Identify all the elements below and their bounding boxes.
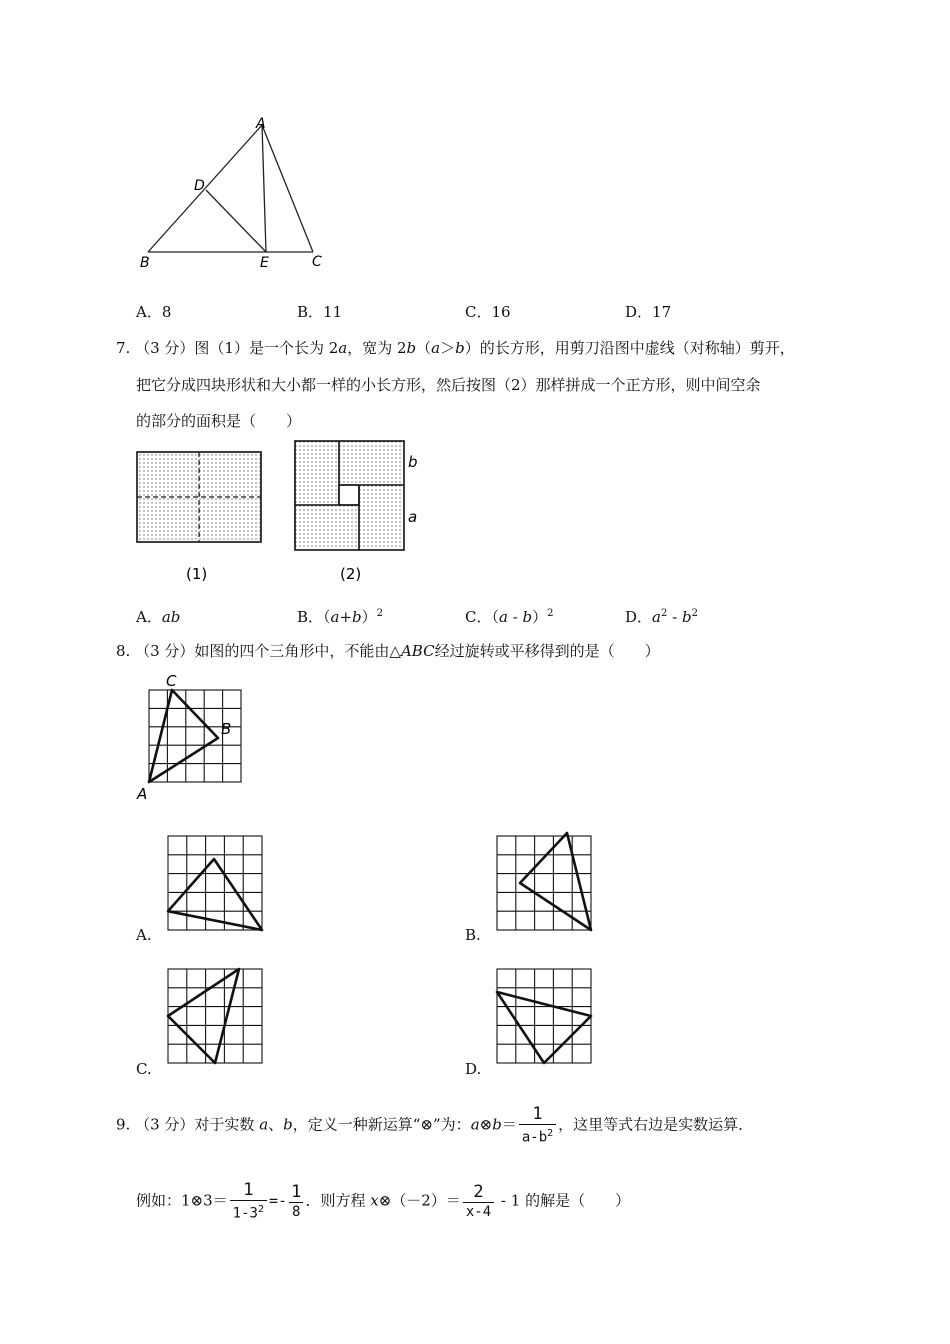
q9-equation-fraction: $\frac{2}{x-4}$ (463, 1182, 494, 1221)
ref-label-a: A (137, 785, 148, 802)
q8-option-a-label[interactable]: A. (136, 926, 152, 944)
q6-option-d[interactable]: D．17 (625, 303, 672, 321)
q9-example-fraction-1: $\frac{1}{1-3^2}$ (230, 1180, 267, 1223)
q7-fig2-label-b: b (408, 453, 418, 471)
label-c: C (312, 254, 322, 270)
q8-stem: 8. （3 分）如图的四个三角形中，不能由△ABC经过旋转或平移得到的是（ ） (116, 642, 660, 660)
q8-option-d-triangle (497, 992, 591, 1063)
q9-score: （3 分） (135, 1115, 195, 1134)
label-d: D (194, 178, 205, 194)
q9-definition-fraction: $\frac{1}{a-b^2}$ (519, 1104, 556, 1147)
q7-fig1-caption: (1) (186, 565, 208, 583)
q8-option-c-triangle (168, 969, 239, 1063)
q7-option-c[interactable]: C．（a - b）$^2$ (465, 608, 554, 626)
q8-option-b-triangle (520, 833, 591, 930)
q8-reference-grid (134, 670, 254, 802)
q7-fig2-hole (339, 485, 359, 505)
q7-line-3: 的部分的面积是（ ） (136, 412, 302, 430)
q8-number: 8. (116, 642, 131, 660)
q9-line-1: 9. （3 分）对于实数 a、b，定义一种新运算“⊗”为：a⊗b＝ $\frac{1}{a-b^2}$ ，这里等式右边是实数运算． (116, 1104, 754, 1146)
q7-option-a[interactable]: A．ab (136, 608, 181, 626)
label-b: B (140, 255, 150, 271)
label-e: E (260, 255, 269, 271)
q7-line-2: 把它分成四块形状和大小都一样的小长方形，然后按图（2）那样拼成一个正方形，则中间空余 (136, 376, 761, 394)
q8-option-a-triangle (168, 859, 262, 930)
q7-number: 7. (116, 339, 131, 357)
ref-label-c: C (166, 672, 177, 690)
q6-option-b[interactable]: B．11 (297, 303, 343, 321)
q8-option-a-grid[interactable] (165, 833, 265, 933)
q9-line-2: 例如：1⊗3＝ $\frac{1}{1-3^2}$ =- $\frac{1}{8}$ ．则方程 x⊗（－2）＝ $\frac{2}{x-4}$ - 1 的解是（ ） (136, 1180, 631, 1222)
q6-option-a[interactable]: A．8 (136, 303, 172, 321)
q8-option-c-grid[interactable] (165, 966, 265, 1066)
q9-number: 9. (116, 1115, 131, 1134)
q8-option-d-grid[interactable] (494, 966, 594, 1066)
q8-option-c-label[interactable]: C. (136, 1060, 152, 1078)
q6-triangle-figure (130, 110, 340, 275)
label-a: A (256, 116, 266, 132)
q7-fig2-caption: (2) (340, 565, 362, 583)
segment-ab (148, 125, 262, 252)
q8-option-b-label[interactable]: B. (465, 926, 481, 944)
q8-option-b-grid[interactable] (494, 830, 594, 933)
segment-ac (262, 125, 313, 252)
q7-option-b[interactable]: B．$(a+b)^2$ (297, 608, 384, 626)
segment-ae (262, 125, 266, 252)
q7-fig2-label-a: a (408, 508, 418, 526)
q7-figure-2 (290, 436, 430, 590)
segment-de (206, 190, 266, 252)
triangle-abc (149, 690, 218, 782)
q8-option-d-label[interactable]: D. (465, 1060, 482, 1078)
ref-label-b: B (221, 720, 232, 738)
q7-option-d[interactable]: D．$a^2 - b^2$ (625, 608, 698, 626)
q7-figure-1 (130, 445, 270, 590)
q7-line-1: 7. （3 分）图（1）是一个长为 2a，宽为 2b（a＞b）的长方形，用剪刀沿图中虚线（对称轴）剪开， (116, 339, 795, 357)
q9-example-fraction-2: $\frac{1}{8}$ (289, 1182, 303, 1221)
q7-score: （3 分） (135, 339, 195, 357)
q6-option-c[interactable]: C．16 (465, 303, 511, 321)
q8-score: （3 分） (135, 642, 195, 660)
